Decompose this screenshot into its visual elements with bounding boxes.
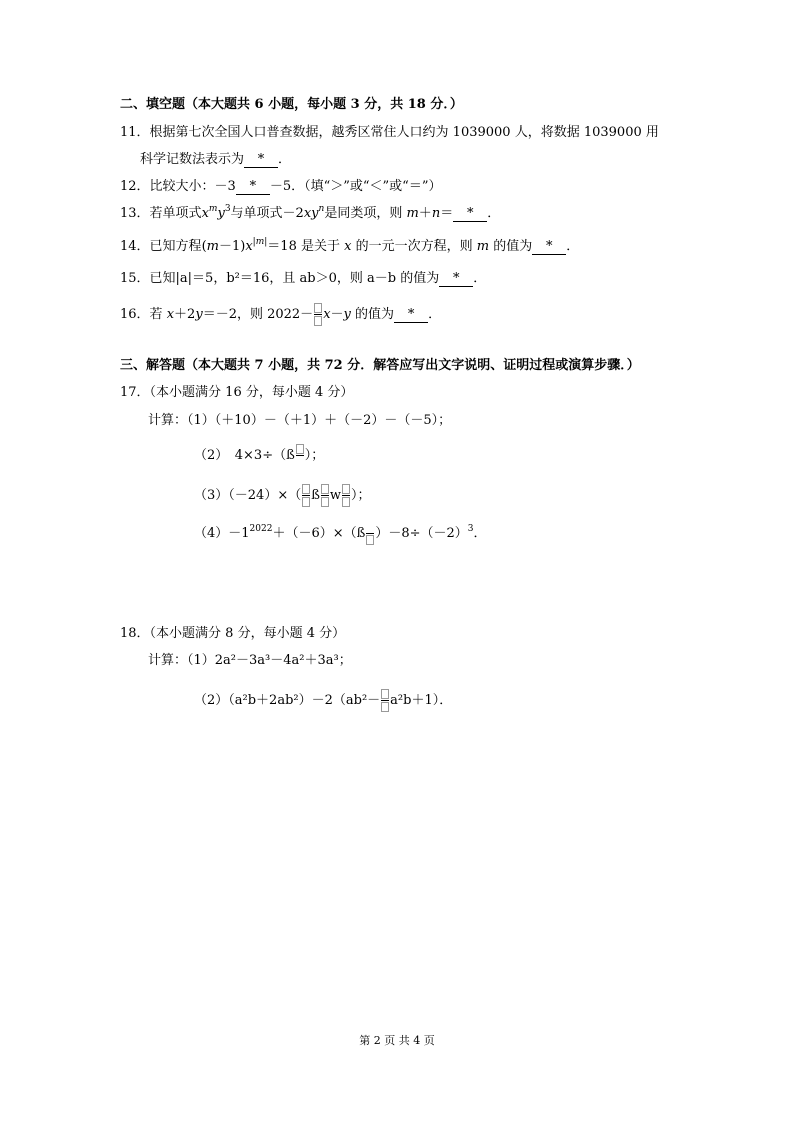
question-18-part-1 bbox=[148, 652, 352, 670]
question-18-part-2 bbox=[194, 689, 452, 712]
punctuation: ． bbox=[487, 206, 501, 221]
expression: （2）（a²b＋2ab²）－2（ab²－ bbox=[194, 693, 381, 708]
answer-blank: * bbox=[439, 272, 473, 287]
question-number: 18． bbox=[120, 626, 150, 641]
question-number: 13． bbox=[120, 206, 150, 221]
question-11-line-2 bbox=[140, 151, 291, 169]
expression: ）； bbox=[304, 448, 325, 463]
question-number: 12． bbox=[120, 179, 150, 194]
question-text: 已知|a|＝5，b²＝16，且 ab＞0，则 a－b 的值为 bbox=[149, 271, 440, 286]
question-text: 若单项式 bbox=[149, 206, 202, 221]
question-14: 14．已知方程$(m-1)x^{|m|}=18$ 是关于 x 的一元一次方程，则 m 的值为 * ． bbox=[120, 237, 580, 254]
question-text: 根据第七次全国人口普查数据，越秀区常住人口约为 1039000 人，将数据 1039000 用 bbox=[149, 125, 659, 140]
question-11 bbox=[120, 124, 659, 142]
question-text: （本小题满分 8 分，每小题 4 分） bbox=[149, 626, 346, 641]
calc-label: 计算： bbox=[148, 413, 188, 428]
section-2-title: 二、填空题（本大题共 6 小题，每小题 3 分，共 18 分．） bbox=[120, 97, 463, 112]
question-17-part-1 bbox=[148, 412, 451, 430]
expression: （3）（－24）×（ bbox=[194, 488, 302, 503]
fraction-symbol bbox=[296, 444, 304, 467]
question-17-part-2: （2） 4×3÷（ß ）； bbox=[194, 444, 324, 467]
question-text: ＝－2，则 2022－ bbox=[202, 307, 314, 322]
question-text: －5．（填“＞”或“＜”或“＝”） bbox=[269, 179, 442, 194]
question-17-part-3: （3）（－24）×（ ß w ）； bbox=[194, 484, 371, 507]
expression: （1）（＋10）－（＋1）＋（－2）－（－5）； bbox=[187, 413, 452, 428]
answer-blank: * bbox=[453, 207, 487, 222]
question-18 bbox=[120, 625, 345, 643]
answer-blank: * bbox=[236, 180, 270, 195]
calc-label: 计算： bbox=[148, 653, 188, 668]
fraction-symbol bbox=[321, 484, 329, 507]
expression: （4）－1 bbox=[194, 526, 250, 541]
punctuation: ． bbox=[428, 307, 442, 322]
answer-blank: * bbox=[244, 153, 278, 168]
question-text: 与单项式－2 bbox=[230, 206, 304, 221]
punctuation: ． bbox=[473, 526, 487, 541]
answer-blank: * bbox=[532, 240, 566, 255]
question-number: 11． bbox=[120, 125, 150, 140]
fraction-symbol bbox=[342, 484, 350, 507]
punctuation: ． bbox=[278, 152, 292, 167]
page-footer: 第 2 页 共 4 页 bbox=[359, 1034, 435, 1047]
punctuation: ． bbox=[473, 271, 487, 286]
question-text: 的值为 bbox=[355, 307, 395, 322]
question-text: 已知方程 bbox=[149, 239, 202, 254]
expression: （1）2a²－3a³－4a²＋3a³； bbox=[187, 653, 352, 668]
expression: ＋（－6）×（ bbox=[272, 526, 357, 541]
question-16: 16．若 x＋2y＝－2，则 2022－ x－y 的值为 * ． bbox=[120, 303, 441, 326]
expression: （2） 4×3÷（ bbox=[194, 448, 287, 463]
exponent: 3 bbox=[467, 524, 474, 534]
question-text: 是同类项，则 bbox=[324, 206, 403, 221]
question-text: 比较大小：－3 bbox=[149, 179, 236, 194]
expression: ）； bbox=[351, 488, 371, 503]
fraction-symbol bbox=[366, 522, 374, 545]
question-text: 若 bbox=[149, 307, 163, 322]
question-17 bbox=[120, 384, 353, 402]
fraction-symbol bbox=[381, 689, 389, 712]
question-number: 15． bbox=[120, 271, 150, 286]
expression: a²b＋1）． bbox=[390, 693, 453, 708]
question-17-part-4: $(4)-1^{2022}+(-6)\times(ß$ ）$-8\div(-2)^3$． bbox=[194, 522, 487, 545]
question-text: 的值为 bbox=[493, 239, 533, 254]
answer-blank: * bbox=[394, 308, 428, 323]
fraction-symbol bbox=[314, 303, 322, 326]
question-15 bbox=[120, 270, 486, 288]
question-text: 科学记数法表示为 bbox=[140, 152, 245, 167]
question-text: ＝18 是关于 bbox=[267, 239, 340, 254]
punctuation: ． bbox=[566, 239, 580, 254]
question-12 bbox=[120, 178, 441, 196]
question-13: 13．若单项式$x^my^3$与单项式$-2xy^n$是同类项，则 m＋n＝ * ． bbox=[120, 204, 501, 221]
section-3-title: 三、解答题（本大题共 7 小题，共 72 分．解答应写出文字说明、证明过程或演算步骤．） bbox=[120, 358, 640, 373]
question-number: 17． bbox=[120, 385, 150, 400]
exponent: 2022 bbox=[249, 524, 273, 534]
expression: ）－8÷（－2） bbox=[375, 526, 468, 541]
question-number: 16． bbox=[120, 307, 150, 322]
question-text: 的一元一次方程，则 bbox=[355, 239, 473, 254]
question-text: （本小题满分 16 分，每小题 4 分） bbox=[149, 385, 354, 400]
question-number: 14． bbox=[120, 239, 150, 254]
fraction-symbol bbox=[302, 484, 310, 507]
